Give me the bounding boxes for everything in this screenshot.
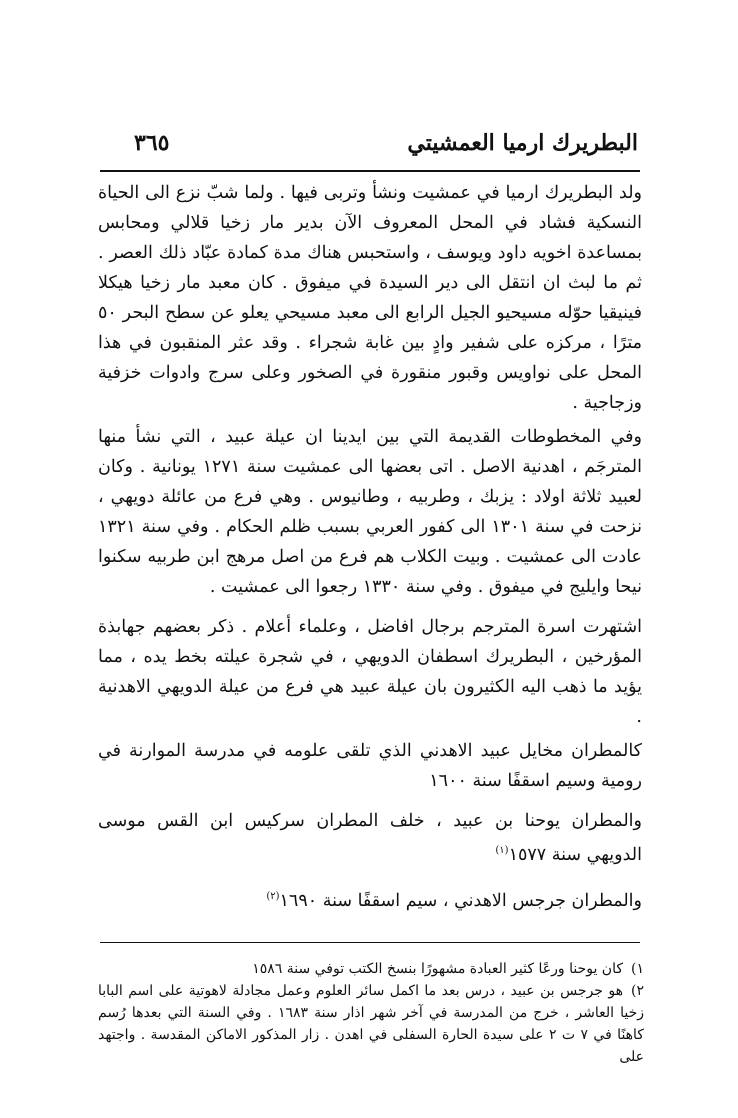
main-text bbox=[98, 178, 642, 916]
bishop-youhanna-text: والمطران يوحنا بن عبيد ، خلف المطران سركيس ابن القس موسى الدويهي سنة ١٥٧٧ bbox=[98, 811, 642, 865]
bishop-jirjis-text: والمطران جرجس الاهدني ، سيم اسقفًا سنة ١٦٩٠ bbox=[279, 890, 642, 911]
paragraph-bishop-mikhail: كالمطران مخايل عبيد الاهدني الذي تلقى علومه في مدرسة الموارنة في رومية وسيم اسقفًا سنة ١٦٠٠ bbox=[98, 741, 642, 791]
paragraph-family-origins: وفي المخطوطات القديمة التي بين ايدينا ان عيلة عبيد ، التي نشأ منها المترجَم ، اهدنية الاصل . اتى بعضها الى عمشيت سنة ١٢٧١ يونانية . وكان لعبيد ثلاثة اولاد : يزبك ، وطربيه ، وطانيوس . وهي فرع من عائلة دويهي ، نزحت في سنة ١٣٠١ الى كفور العربي بسبب ظلم الحكام . وفي سنة ١٣٢١ عادت الى عمشيت . وبيت الكلاب هم فرع من اصل مرهج ابن طربيه سكنوا نيحا وايليج في ميفوق . وفي سنة ١٣٣٠ رجعوا الى عمشيت . bbox=[98, 427, 642, 597]
running-header bbox=[100, 130, 638, 164]
page-number: ٣٦٥ bbox=[134, 130, 170, 156]
footnote-2 bbox=[98, 980, 644, 1068]
footnote-1 bbox=[98, 958, 644, 980]
footnote-2-marker: ٢) bbox=[631, 983, 644, 999]
footnote-1-marker: ١) bbox=[631, 961, 644, 977]
footnotes bbox=[98, 958, 644, 1068]
header-title: البطريرك ارميا العمشيتي bbox=[407, 130, 638, 156]
header-rule bbox=[100, 170, 640, 172]
paragraph-bishop-youhanna bbox=[98, 806, 642, 870]
paragraph-bishop-jirjis bbox=[98, 882, 642, 916]
footnote-ref-1: (١) bbox=[495, 845, 509, 856]
footnote-rule bbox=[100, 942, 640, 943]
paragraph-birth: ولد البطريرك ارميا في عمشيت ونشأ وتربى فيها . ولما شبّ نزع الى الحياة النسكية فشاد في المحل المعروف الآن بدير مار زخيا قلالي ومحابس بمساعدة اخويه داود ويوسف ، واستحبس هناك مدة كمادة عبّاد ذلك العصر . ثم ما لبث ان انتقل الى دير السيدة في ميفوق . كان معبد مار زخيا هيكلا فينيقيا حوّله مسيحيو الجيل الرابع الى معبد مسيحي يعلو عن سطح البحر ٥٠ مترًا ، مركزه على شفير وادٍ بين غابة شجراء . وقد عثر المنقبون في هذا المحل على نواويس وقبور منقورة في الصخور وعلى سرج وادوات خزفية وزجاجية . bbox=[98, 183, 642, 413]
paragraph-notable-relatives: اشتهرت اسرة المترجم برجال افاضل ، وعلماء أعلام . ذكر بعضهم جهابذة المؤرخين ، البطريرك اسطفان الدويهي ، في شجرة عيلته بخط يده ، مما يؤيد ما ذهب اليه الكثيرون بان عيلة عبيد هي فرع من عيلة الدويهي الاهدنية . bbox=[98, 617, 642, 727]
footnote-ref-2: (٢) bbox=[266, 890, 280, 902]
footnote-1-text: كان يوحنا ورعًا كثير العبادة مشهورًا بنسخ الكتب توفي سنة ١٥٨٦ bbox=[252, 961, 623, 977]
footnote-2-text: هو جرجس بن عبيد ، درس بعد ما اكمل سائر العلوم وعمل مجادلة لاهوتية على اسم البابا زخيا العاشر ، خرج من المدرسة في آخر شهر اذار سنة ١٦٨٣ . وفي السنة التي بعدها رُسم كاهنًا في ٧ ت ٢ على سيدة الحارة السفلى في اهدن . زار المذكور الاماكن المقدسة . واجتهد على bbox=[98, 983, 645, 1065]
